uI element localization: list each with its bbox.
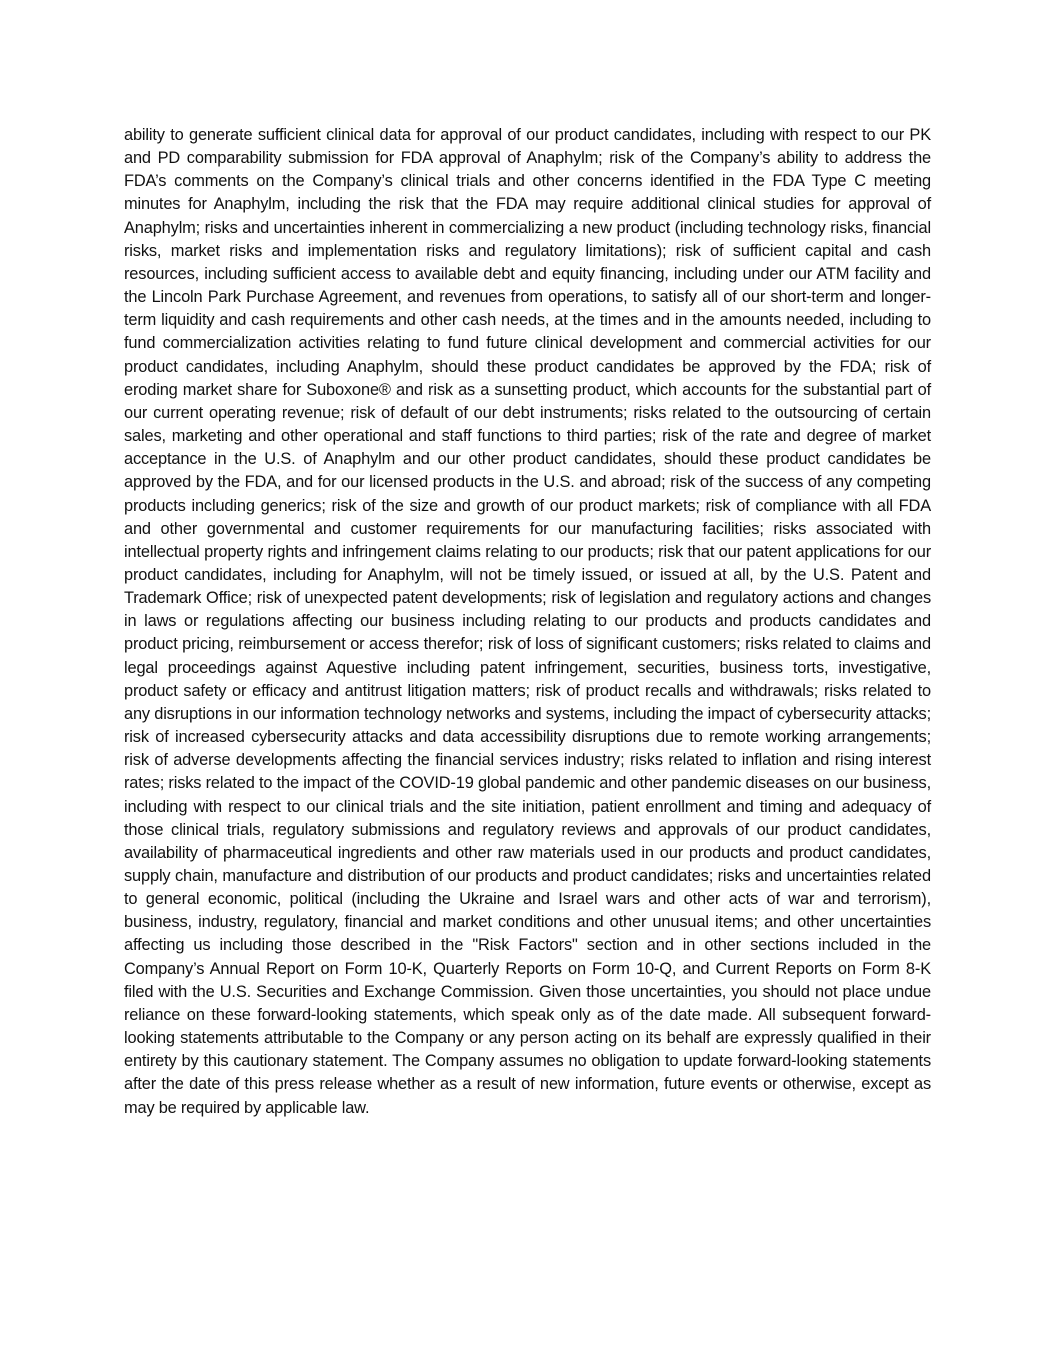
body-paragraph: ability to generate sufficient clinical data for approval of our product candidates, including with respect to our PK and PD comparability submission for FDA approval of Anaphylm; risk of the Company’s ability to address the FDA’s comments on the Company’s clinical trials and other concerns identified in the FDA Type C meeting minutes for Anaphylm, including the risk that the FDA may require additional clinical studies for approval of Anaphylm; risks and uncertainties inherent in commercializing a new product (including technology risks, financial risks, market risks and implementation risks and regulatory limitations); risk of sufficient capital and cash resources, including sufficient access to available debt and equity financing, including under our ATM facility and the Lincoln Park Purchase Agreement, and revenues from operations, to satisfy all of our short-term and longer-term liquidity and cash requirements and other cash needs, at the times and in the amounts needed, including to fund commercialization activities relating to fund future clinical development and commercial activities for our product candidates, including Anaphylm, should these product candidates be approved by the FDA; risk of eroding market share for Suboxone® and risk as a sunsetting product, which accounts for the substantial part of our current operating revenue; risk of default of our debt instruments; risks related to the outsourcing of certain sales, marketing and other operational and staff functions to third parties; risk of the rate and degree of market acceptance in the U.S. of Anaphylm and our other product candidates, should these product candidates be approved by the FDA, and for our licensed products in the U.S. and abroad; risk of the success of any competing products including generics; risk of the size and growth of our product markets; risk of compliance with all FDA and other governmental and customer requirements for our manufacturing facilities; risks associated with intellectual property rights and infringement claims relating to our products; risk that our patent applications for our product candidates, including for Anaphylm, will not be timely issued, or issued at all, by the U.S. Patent and Trademark Office; risk of unexpected patent developments; risk of legislation and regulatory actions and changes in laws or regulations affecting our business including relating to our products and products candidates and product pricing, reimbursement or access therefor; risk of loss of significant customers; risks related to claims and legal proceedings against Aquestive including patent infringement, securities, business torts, investigative, product safety or efficacy and antitrust litigation matters; risk of product recalls and withdrawals; risks related to any disruptions in our information technology networks and systems, including the impact of cybersecurity attacks; risk of increased cybersecurity attacks and data accessibility disruptions due to remote working arrangements; risk of adverse developments affecting the financial services industry; risks related to inflation and rising interest rates; risks related to the impact of the COVID-19 global pandemic and other pandemic diseases on our business, including with respect to our clinical trials and the site initiation, patient enrollment and timing and adequacy of those clinical trials, regulatory submissions and regulatory reviews and approvals of our product candidates, availability of pharmaceutical ingredients and other raw materials used in our products and product candidates, supply chain, manufacture and distribution of our products and product candidates; risks and uncertainties related to general economic, political (including the Ukraine and Israel wars and other acts of war and terrorism), business, industry, regulatory, financial and market conditions and other unusual items; and other uncertainties affecting us including those described in the "Risk Factors" section and in other sections included in the Company’s Annual Report on Form 10-K, Quarterly Reports on Form 10-Q, and Current Reports on Form 8-K filed with the U.S. Securities and Exchange Commission. Given those uncertainties, you should not place undue reliance on these forward-looking statements, which speak only as of the date made. All subsequent forward-looking statements attributable to the Company or any person acting on its behalf are expressly qualified in their entirety by this cautionary statement. The Company assumes no obligation to update forward-looking statements after the date of this press release whether as a result of new information, future events or otherwise, except as may be required by applicable law.: [124, 126, 931, 1117]
